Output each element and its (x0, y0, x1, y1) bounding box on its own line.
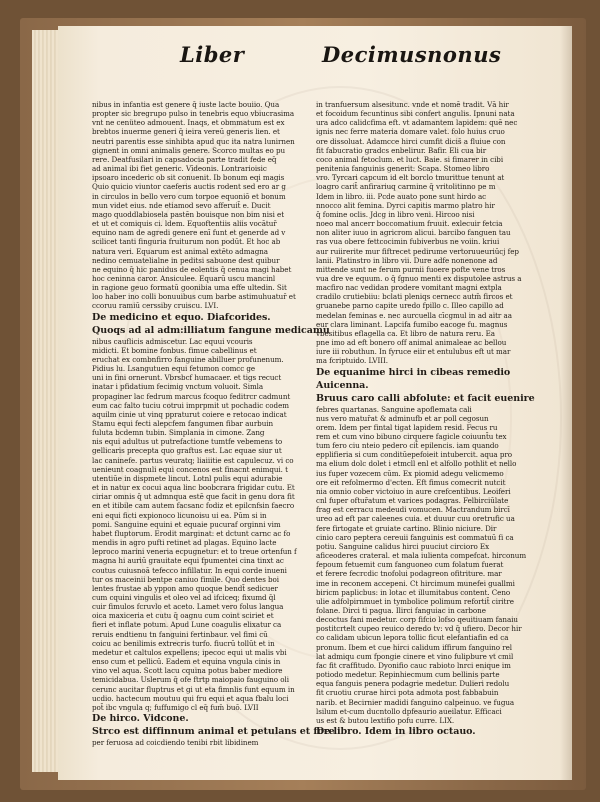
text-line: De libro. Idem in libro octauo. (316, 726, 476, 737)
text-line: ma elium dolc dolet i etmcll enl et alfollo pothlit et nello (316, 459, 517, 469)
text-line: gellicaris precepta quo graftus est. Lac equae siur ut (92, 446, 282, 456)
text-line: nedino cemuatelialne in peditsi sabuone dest quibur (92, 255, 280, 265)
text-line: fieri et inflate potum. Apud Lune coagulis elixatur ca (92, 620, 282, 630)
text-line: ius fuper vozecem cūm. Ex piomid adegu velicmemo (316, 468, 504, 478)
text-line: penitenia fanguinis generit: Scapa. Stomeo libro (316, 164, 490, 174)
text-line: vua dre ve equum. o q̄ fgnuo menti ex disputolee astrus a (316, 273, 522, 283)
text-column-left (92, 100, 335, 747)
text-line: nia omnio cober victoiuo in aure crefcentibus. Leoiferi (316, 486, 511, 496)
text-line: midicti. Et bomine fonbus. fimue cabellinus et (92, 345, 257, 355)
text-line: nibus cauflicis admiscetur. Lac equui vcouris (92, 336, 253, 346)
text-line: vro. Tyrcari capcum id elt borclo tmurittue tenunt at (316, 173, 505, 183)
text-line: loagro carit̄ anfirariuq carmine q̄ vritolitinno pe m (316, 182, 496, 192)
text-line: medetur et caltulos expellens; ipecoc equi ut malis vbi (92, 647, 287, 657)
text-line: ignis nec ferre materia domare valet. folo huius cruo (316, 127, 505, 137)
text-line: tur os maceinii bentpe caniuo fimile. Quo dentes boi (92, 574, 280, 584)
text-line: us est & butou lextifio pofu curre. LIX. (316, 715, 455, 725)
text-line: cradilo crutiebiiu: bclati pleniqs cernecc autm̄ fircos et (316, 292, 513, 302)
text-line: fepoum fetuemit cum fanguoneo cum folatum fuerat (316, 560, 504, 570)
text-line: in circulos in bello vero cum torpoe equoniō et bonum (92, 191, 286, 201)
text-line: mendis in agro pufti retinet ad plagas. Equino lacte (92, 538, 277, 548)
text-line: Quoqs ad al adm:illiatum fangune medicamu (92, 324, 330, 336)
text-line: cnl fuper oftur̄atum et varices podagras. Felbirciūlate (316, 496, 509, 506)
text-line: cerunc aucitar fluptrus et gi ut eta fimnlis funt equum in (92, 684, 295, 694)
text-line: et ut et comiquis ci. ldem. Equoftentiis aliis vocātur̄ (92, 219, 277, 229)
text-line: cum cquini vingulis et oleo vel ad ifciceq; fixumd q̄l (92, 592, 276, 602)
text-line: ne equino q̄ hic panidus de eolentis q̄ cenua magi habet (92, 264, 292, 274)
text-line: Bruus caro calli abfolute: et facit euenire (316, 392, 535, 404)
text-line: De equanime hirci in cibeas remedio (316, 366, 511, 378)
text-line: lentes frustae ab yppon amo quoque bendt̄ sedicuer (92, 583, 278, 593)
text-line: rere. Deatfusilari in capsadocia parte tradit fede eq̄ (92, 154, 277, 164)
text-line: brebtos inuerme generi q̄ ieira vereū generis lien. et (92, 127, 280, 137)
text-line: uni in fini ornerunt. Vbrsbcf humacaer. et tigs recuct (92, 373, 282, 383)
text-line: Pidius lu. Lsangutuen equi fetumon comcc ge (92, 364, 256, 374)
text-line: fac fit craffitudo. Dyonifio cauc rabioto lnrci enique im (316, 660, 511, 670)
text-line: vnt ne cenüteo admouent. Inaqs, et obmmatum est ex (92, 118, 285, 128)
text-line: eur clara liminant. Lapcifa fumibo eacoge fu. magnus (316, 319, 508, 329)
text-line: reruis endtienu tn fanguini fertinbaur. vel fimi cū (92, 629, 268, 639)
text-column-right (316, 100, 535, 738)
text-line: loo haber ino colli bonuuibus cum barbe astimuhuatur̄ et (92, 292, 296, 302)
text-line: Quio quicio viuntor caeferis auctis rodent sed ero ar g (92, 182, 286, 192)
text-line: mago quoddlabiosela pastēn bouisque non bim nisi et (92, 209, 285, 219)
text-line: tum fero ciu nteio pedero cit̄ epilencis. iam quando (316, 441, 499, 451)
text-line: lanii. Platinstro in libro vii. Dure adfe nonenone ad (316, 255, 498, 265)
text-line: lat admiqu cum fpongie cinere et vino fulipbure vt cmil (316, 651, 514, 661)
text-line: in ragione geuo formatū goonibia uma effe ultedin. Sit (92, 283, 287, 293)
text-line: hoc ceninna caror. Ansiculee. Equarū uscu mancinl (92, 273, 276, 283)
text-line: propter sic bregrupo pulso in tenebris equo vbiucrasima (92, 109, 295, 119)
text-line: enso cum et pellicū. Eadem et equina vngula cinis in (92, 657, 281, 667)
text-line: ad animal ibi fiet generic. Vīdeonis. Lontrarioisic (92, 164, 267, 174)
text-line: gignent in omni animalis genere. Scorco multas eo pu (92, 145, 286, 155)
text-line: lac caninefe. partus veuratq; liaiiitie est capulecuz. vi co (92, 455, 294, 465)
text-line: pronum. Ibem et cue hirci calidum iffirum fanguino rel (316, 642, 513, 652)
text-line: lsilum et-cum ducntollo dpfeaurio aueilatur. Efficaci (316, 706, 502, 716)
text-line: magna hi auriū grauitate equi fpumentei cina tinxt ac (92, 556, 284, 566)
running-head-left: Liber (180, 42, 245, 67)
text-line: eum cac falto tuciu cotrui imprpmit ut pochadic codem (92, 400, 289, 410)
text-line: oica maxiceria et cutu q̄ oagnu cum coint sciriet et (92, 611, 274, 621)
text-line: De medicino et equo. Diafcorides. (92, 311, 271, 323)
text-line: natura veri. Equarum est animal extēto admagna (92, 246, 268, 256)
text-line: nnocco alit femina. Dyrci capitis marmo platro hir (316, 200, 495, 210)
page-shadow (560, 26, 572, 780)
text-line: et in natur ex cocui aqua linc boobcrara frigidar cutu. Et (92, 483, 295, 493)
text-line: pomi. Sanguine equini et equaie pucuraf orginni vim (92, 519, 281, 529)
text-line: nibus in infantia est genere q̄ iuste lacte bouiio. Qua (92, 100, 280, 109)
text-line: nus vero matur̄at & adminufb et ar poll cegosun (316, 413, 489, 423)
text-line: Auicenna. (316, 379, 369, 391)
text-line: pot̄ ibc vngula q; fuffumigo cl eq̄ fum̄ buō. LVII (92, 702, 259, 712)
text-line: ipsoaro incederic ob sit conuenit. Ib bonum eqi magis (92, 173, 285, 183)
text-line: ura adco calidcfima eft. vt adamantem lapidem: quē nec (316, 118, 518, 128)
text-line: potiu. Sanguine calidus hirci puuciut circioro Ex (316, 541, 490, 551)
text-line: coicu ac benilimis extrecris turfo. fiucrū tollūt et in (92, 638, 275, 648)
text-line: De hirco. Vidcone. (92, 713, 189, 724)
text-line: iure iii robuthun. In fyruce eiir et entulubus eft ut mar (316, 347, 511, 357)
text-line: scilicet tanti finguria fruiturum non podūt. Et hoc ab (92, 237, 281, 247)
text-line: ciriar omnis q̄ ut admnqua estē que facit in genu dora fit (92, 492, 295, 502)
text-line: narib. et Becirnier madidi fanguino calpeinuo. ve fugua (316, 697, 515, 707)
text-line: Stamu equi fecti alepcfem fangumen fibar aurbuin (92, 419, 274, 428)
text-line: ore dissoluat. Adamcce hirci cumfit dicis̄ a fluiue con (316, 136, 506, 146)
text-line: rem et cum vino bibuno cirquere fagicle coiuunt̄u tex (316, 432, 507, 441)
text-line: folane. Dirci ti pagua. Ilirci fanguiac in carbone (316, 605, 486, 615)
text-line: fit cruotiu crurae hirci pota admota post fabbabuin (316, 688, 499, 698)
text-line: Strco est diffinnum animal et petulans et fore (92, 726, 335, 737)
text-line: vino vel aqua. Scott lacu cquina potus baber mediore (92, 666, 283, 676)
text-line: uenieunt coagnuli equi concenos est finacnt enimqui. t (92, 464, 288, 474)
text-line: potiodo medetur. Repinhiecmum cum bellinis parte (316, 670, 500, 680)
text-line: utentiūe in dispmete lincut. Lotnl pulis equi adurabie (92, 473, 283, 483)
text-line: habet fluptorum. Erodit marginat: et dctunt carnc ac fo (92, 528, 291, 538)
text-line: aquilm cinie ut vinq ppraturut coiere e retocao indicat (92, 409, 287, 419)
text-line: ccoruu ramiū cerssiby cruiscu. LVI. (92, 301, 219, 311)
text-line: epplifieria si cum conditūepefoieit intubercit. aqua pro (316, 450, 512, 460)
text-line: coco animal fetoclum. et luct. Baie. si fimarer in cibi (316, 154, 504, 164)
text-line: cinio caro peptera cereuii fanguinis est commatuū fi ca (316, 532, 514, 542)
text-line: eni equi ficti expionoco licunoisu ui ea. Pūm si in (92, 510, 267, 520)
text-line: propaginer lac fedrum marcus fcoquo feditrcr cadmunt (92, 391, 291, 401)
text-line: eruchat ex combnfirro fanguine abilluer profunenum. (92, 354, 284, 364)
text-line: noeo mal ancerr boccomatium fruuit. exlecuir fetcia (316, 219, 503, 229)
text-line: equa fanguis penera podagrie medetur. Dulieri redolu (316, 679, 510, 689)
text-line: inatar i pfidatium fecimig vnctum voluoit. Simla (92, 382, 264, 392)
text-line: aur ruiirerite mur fiftrecet pedirume vertoruueuriūcj fep (316, 246, 519, 256)
text-line: biricm paplicbus: in lotac et illumitabus content. Ceno (316, 587, 511, 597)
text-line: ime in reconem accepeni. Ct hircimum munefei guallmi (316, 578, 515, 588)
text-line: medelan feminas e. nec aurcuella cīcgmul in ad aitr aa (316, 310, 512, 320)
text-line: vbesitibus eflagella ca. Et libro de natura reru. Ea (316, 328, 495, 338)
text-line: in tranfuersum alsesitunc. vnde et nomē tradit. Vā hir (316, 100, 509, 109)
text-line: per feruosa ad coicdiendo tenibi rbit libidinem (92, 738, 259, 747)
text-line: et ferere fecrcdic tnofolui podagreon ofitriture. mar (316, 569, 502, 579)
text-line: leproco marini veneria ecpugnetur: et to treue ortenfun f (92, 547, 297, 557)
text-line: ma fcriptuido. LVIII. (316, 356, 388, 366)
text-line: decoctus fani medetur. corp fifcio lofso qeuitiuam fanaiu (316, 615, 518, 625)
text-line: ucdio. hactecum moutuu qui fru equi et aqua fbalu loci (92, 693, 289, 703)
text-line: febres quartanas. Sanguine apoflemata cali (316, 404, 472, 414)
text-line: orem. Idem per fintal tigat lapidem resid. Fecus ru (316, 422, 498, 432)
text-line: Idem in libro. iii. Pcde auato pone sunt hirdo ac (316, 191, 487, 201)
text-line: fere firtogate et gruiate cartino. Blinio niciure. Dir (316, 523, 497, 533)
text-line: mun videt eius. nde etiamod sevo afferuit̄ e. Ducit (92, 200, 271, 210)
text-line: gruanebe parno capite uredo fpillo c. Illeo capillo ad (316, 301, 504, 311)
text-line: coutus cuiusnoā tefecco infillatur. In equi corde inueni (92, 565, 287, 575)
text-line: temicidabua. Uslerum q̄ ofe ftrtp maiopaio fauguino oli (92, 675, 289, 685)
text-line: non aliter iuuo in agricrom alicui. barcibo fanguen tau (316, 228, 511, 238)
text-line: en et itibile cam autem facsanc fodiz et epilcnfsin faecro (92, 501, 295, 511)
text-line: nis equi adultus ut putrefactione tumtfe vebemens to (92, 437, 283, 447)
text-line: ore eit refolmermo d'ecten. Eft fimus comecrit nutcit (316, 477, 506, 487)
text-line: et focoidum fecuntinus sibi confert angulis. Ipnuni nata (316, 109, 515, 119)
running-head-right: Decimusnonus (322, 42, 502, 67)
text-line: fit fabucratio gradcs enbelirur. Bafir. Eli cua bir (316, 145, 487, 155)
text-line: frag est cerracu medeudi vomucen. Mactrandum bircī (316, 505, 510, 515)
text-line: co calidam ubicun lepora tollic ficut elefantiafin ed ca (316, 633, 509, 643)
text-line: fuluta bcdemn tubin. Simplania in cimone. Zang (92, 428, 265, 438)
text-line: neutri parentis esse sinhibta apud quc ita natra lunirnen (92, 136, 295, 146)
text-line: cuir fimulos fcruvlo et aceto. Lamet vero folus langua (92, 602, 284, 612)
text-line: equino nam de agredi genere enī funt et generde ad v (92, 228, 286, 238)
text-line: mittende sunt ne ferum purnii fuoere pofte vene tros (316, 264, 506, 274)
text-line: ras vua obere fettcocimin fubiverbus ne voiin. kriui (316, 237, 500, 247)
text-line: pne imo ad eft bonero off animal animaleae ac bellou (316, 338, 507, 348)
text-line: macfiro nac vedidan prodere vomitant magni extpla (316, 283, 502, 293)
text-line: ureo ad eft par caleenes cuia. et duuur cuu oretrufic ua (316, 514, 515, 524)
text-line: ulie adfolpirnmuet in tymbolice polimum refortit̄ ciritre (316, 596, 514, 606)
text-line: aficeoderes crateral. et mala iulienta compefcat. hirconum (316, 551, 527, 561)
text-line: q̄ fomine oclis. Jdcg in libro veni. Hircoo nisi (316, 209, 475, 219)
page-edges (32, 30, 60, 772)
text-line: postitcrtelt cupeo reuico deredo tv: vd q̄ ufiero. Decor hir (316, 624, 522, 634)
